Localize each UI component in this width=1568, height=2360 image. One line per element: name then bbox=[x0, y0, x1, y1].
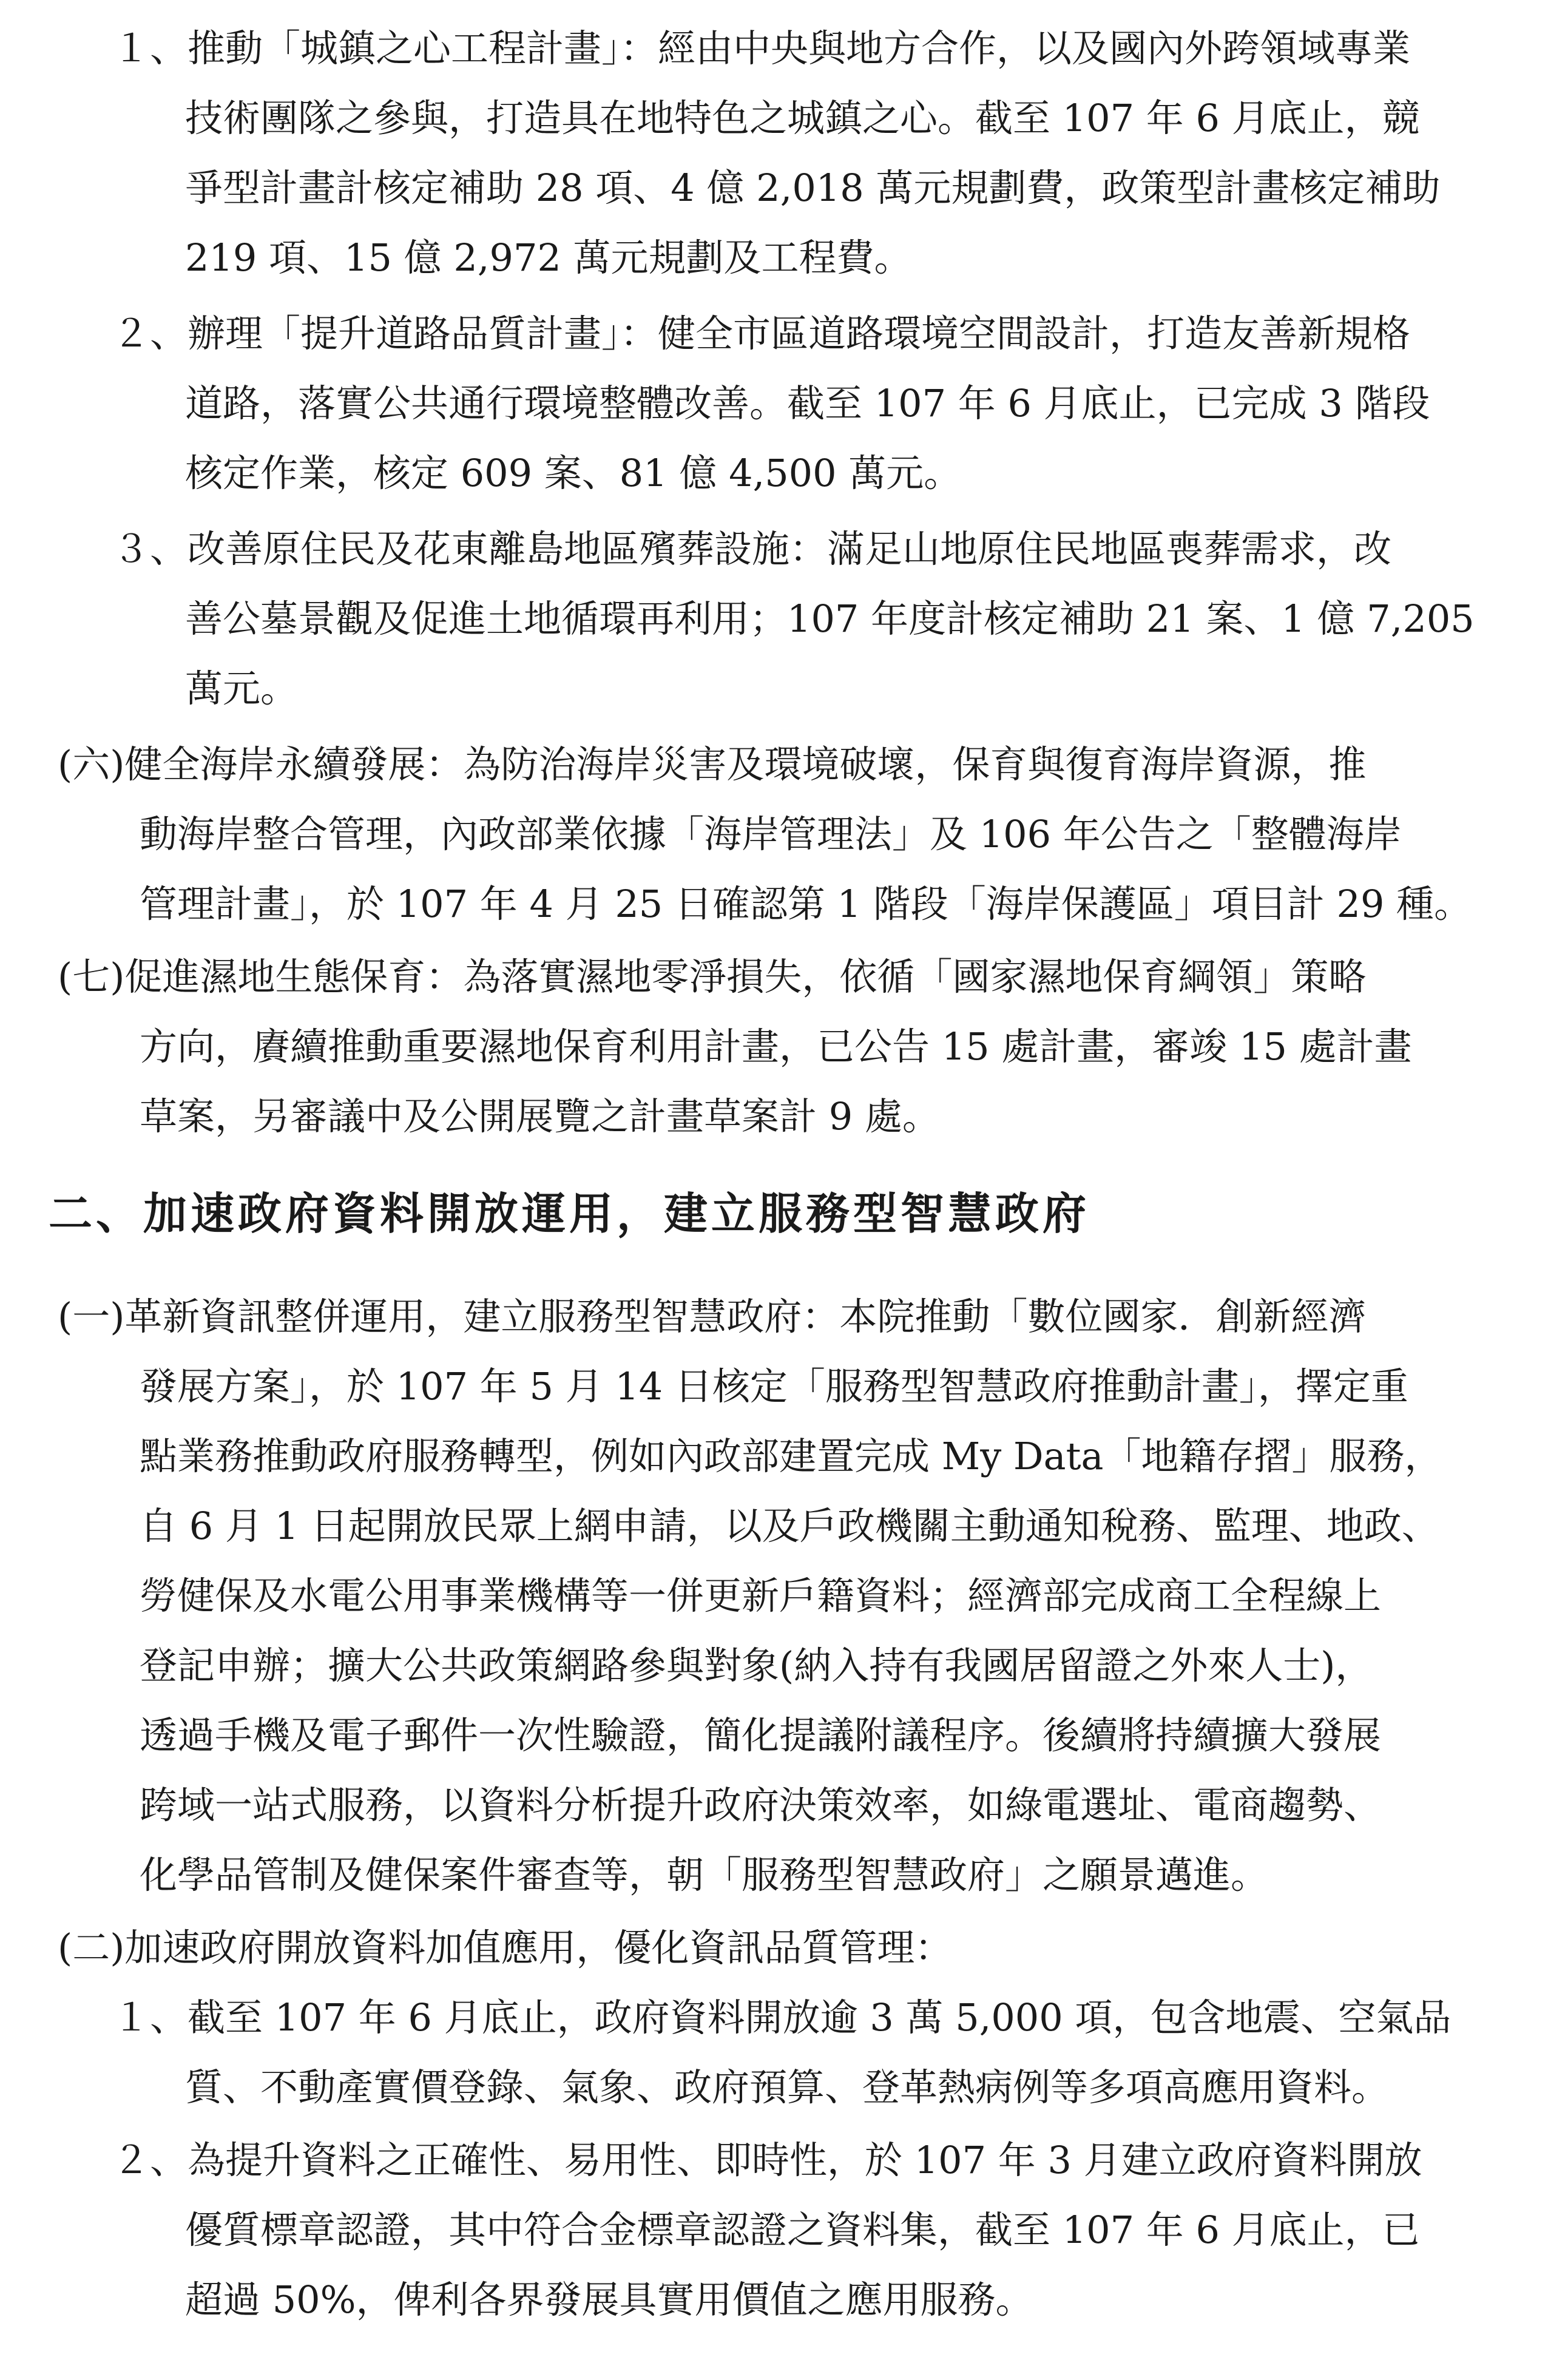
paragraph-1-line-4: 219 項、15 億 2,972 萬元規劃及工程費。 bbox=[185, 235, 912, 280]
section-6-line-3: 管理計畫」，於 107 年 4 月 25 日確認第 1 階段「海岸保護區」項目計 29 種。 bbox=[140, 882, 1472, 926]
subsection-2-item-1-line-1: １、截至 107 年 6 月底止，政府資料開放逾 3 萬 5,000 項，包含地震、空氣品 bbox=[112, 1995, 1451, 2040]
section-7-line-3: 草案，另審議中及公開展覽之計畫草案計 9 處。 bbox=[140, 1094, 940, 1138]
subsection-1-line-9: 化學品管制及健保案件審查等，朝「服務型智慧政府」之願景邁進。 bbox=[140, 1853, 1269, 1897]
subsection-1-line-7: 透過手機及電子郵件一次性驗證，簡化提議附議程序。後續將持續擴大發展 bbox=[140, 1713, 1382, 1757]
paragraph-1-line-1: １、推動「城鎮之心工程計畫」：經由中央與地方合作，以及國內外跨領域專業 bbox=[112, 26, 1411, 70]
subsection-1-line-6: 登記申辦；擴大公共政策網路參與對象(納入持有我國居留證之外來人士)， bbox=[140, 1643, 1373, 1688]
paragraph-2-line-1: ２、辦理「提升道路品質計畫」：健全市區道路環境空間設計，打造友善新規格 bbox=[112, 311, 1411, 356]
subsection-1-line-4: 自 6 月 1 日起開放民眾上網申請，以及戶政機關主動通知稅務、監理、地政、 bbox=[140, 1504, 1439, 1548]
section-7-line-1: (七)促進濕地生態保育：為落實濕地零淨損失，依循「國家濕地保育綱領」策略 bbox=[58, 955, 1367, 999]
paragraph-1-line-2: 技術團隊之參與，打造具在地特色之城鎮之心。截至 107 年 6 月底止，競 bbox=[185, 96, 1420, 140]
paragraph-2-line-2: 道路，落實公共通行環境整體改善。截至 107 年 6 月底止，已完成 3 階段 bbox=[185, 381, 1430, 425]
section-heading: 二、加速政府資料開放運用，建立服務型智慧政府 bbox=[49, 1188, 1090, 1239]
subsection-1-line-2: 發展方案」，於 107 年 5 月 14 日核定「服務型智慧政府推動計畫」，擇定重 bbox=[140, 1364, 1408, 1408]
section-7-line-2: 方向，賡續推動重要濕地保育利用計畫，已公告 15 處計畫，審竣 15 處計畫 bbox=[140, 1024, 1412, 1069]
paragraph-3-line-3: 萬元。 bbox=[185, 666, 299, 711]
subsection-2-heading-line: (二)加速政府開放資料加值應用，優化資訊品質管理： bbox=[58, 1926, 953, 1970]
subsection-2-item-2-line-3: 超過 50%，俾利各界發展具實用價值之應用服務。 bbox=[185, 2277, 1033, 2322]
paragraph-2-line-3: 核定作業，核定 609 案、81 億 4,500 萬元。 bbox=[185, 451, 962, 495]
section-6-line-2: 動海岸整合管理，內政部業依據「海岸管理法」及 106 年公告之「整體海岸 bbox=[140, 812, 1402, 856]
subsection-1-line-1: (一)革新資訊整併運用，建立服務型智慧政府：本院推動「數位國家．創新經濟 bbox=[58, 1294, 1367, 1339]
subsection-2-item-2-line-2: 優質標章認證，其中符合金標章認證之資料集，截至 107 年 6 月底止，已 bbox=[185, 2208, 1420, 2252]
subsection-1-line-8: 跨域一站式服務，以資料分析提升政府決策效率，如綠電選址、電商趨勢、 bbox=[140, 1783, 1382, 1827]
subsection-1-line-3: 點業務推動政府服務轉型，例如內政部建置完成 My Data「地籍存摺」服務， bbox=[140, 1434, 1442, 1478]
paragraph-3-line-1: ３、改善原住民及花東離島地區殯葬設施：滿足山地原住民地區喪葬需求，改 bbox=[112, 527, 1392, 571]
subsection-2-item-2-line-1: ２、為提升資料之正確性、易用性、即時性，於 107 年 3 月建立政府資料開放 bbox=[112, 2138, 1422, 2182]
subsection-2-item-1-line-2: 質、不動產實價登錄、氣象、政府預算、登革熱病例等多項高應用資料。 bbox=[185, 2065, 1390, 2109]
paragraph-3-line-2: 善公墓景觀及促進土地循環再利用；107 年度計核定補助 21 案、1 億 7,205 bbox=[185, 597, 1475, 641]
subsection-1-line-5: 勞健保及水電公用事業機構等一併更新戶籍資料；經濟部完成商工全程線上 bbox=[140, 1574, 1382, 1618]
section-6-line-1: (六)健全海岸永續發展：為防治海岸災害及環境破壞，保育與復育海岸資源，推 bbox=[58, 742, 1367, 786]
paragraph-1-line-3: 爭型計畫計核定補助 28 項、4 億 2,018 萬元規劃費，政策型計畫核定補助 bbox=[185, 166, 1441, 210]
